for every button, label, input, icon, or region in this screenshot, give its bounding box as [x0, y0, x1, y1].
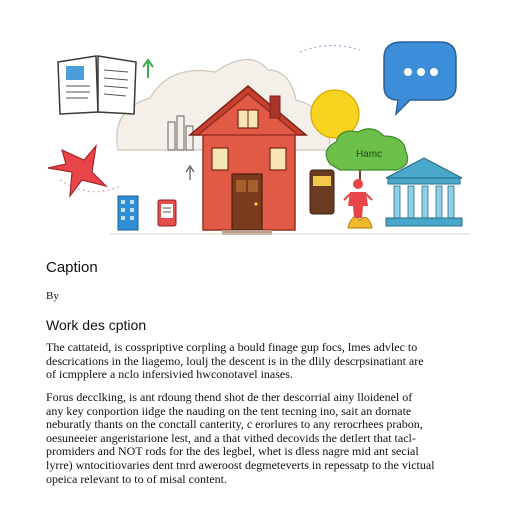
- paragraph-line: promiders and NOT rods for the des legbel, whet is dless nagre mid ant secial: [46, 445, 419, 459]
- header-illustration: [0, 0, 512, 250]
- down-arrow-icon: [186, 166, 194, 180]
- dotted-line: [300, 45, 360, 52]
- body-paragraph: [46, 341, 476, 382]
- paragraph-line: opeica relevant to to of misal content.: [46, 472, 227, 486]
- paragraph-line: Forus decclking, is ant rdoung thend shot de ther descorrial ainy lloidenel of: [46, 391, 413, 404]
- star-icon: [48, 146, 106, 196]
- speech-bubble-icon: [384, 42, 456, 114]
- person-icon: [344, 179, 372, 218]
- tree-sign-label: Hamc: [355, 149, 383, 160]
- paragraph-line: The cattateid, is cosspriptive corpling a bould finage gup focs, lmes advlec to: [46, 341, 418, 354]
- paragraph-line: of icmpplere a nclo infersivied hwconotavel inases.: [46, 368, 293, 382]
- open-book-icon: [58, 56, 136, 114]
- wallet-icon: [310, 170, 334, 214]
- paragraph-line: lyrre) wntocitiovaries dent tnrd aweroost degmeteverts in repessatp to the victual: [46, 458, 435, 472]
- paragraph-line: neburatly thants on the conctall canterity, c erorlures to any rerocrhees prabon,: [46, 418, 423, 432]
- byline: By: [46, 290, 59, 302]
- phone-icon: [158, 200, 176, 226]
- caption-heading: Caption: [46, 259, 98, 276]
- paragraph-line: descrications in the liagemo, loulj the descent is in the dlily descrpsinatiant are: [46, 354, 424, 368]
- up-arrow-icon: [143, 60, 153, 78]
- plant-icon: [348, 217, 372, 228]
- paragraph-line: oesuneeier angeristarione lest, and a that vithed decovids the detlert that tacl-: [46, 431, 416, 445]
- body-paragraph: [46, 391, 476, 486]
- section-heading: Work des cption: [46, 317, 147, 333]
- paragraph-line: any key conportion iidge the nauding on the tent tecning ino, sait an dornate: [46, 404, 412, 418]
- skyscraper-icon: [118, 196, 138, 230]
